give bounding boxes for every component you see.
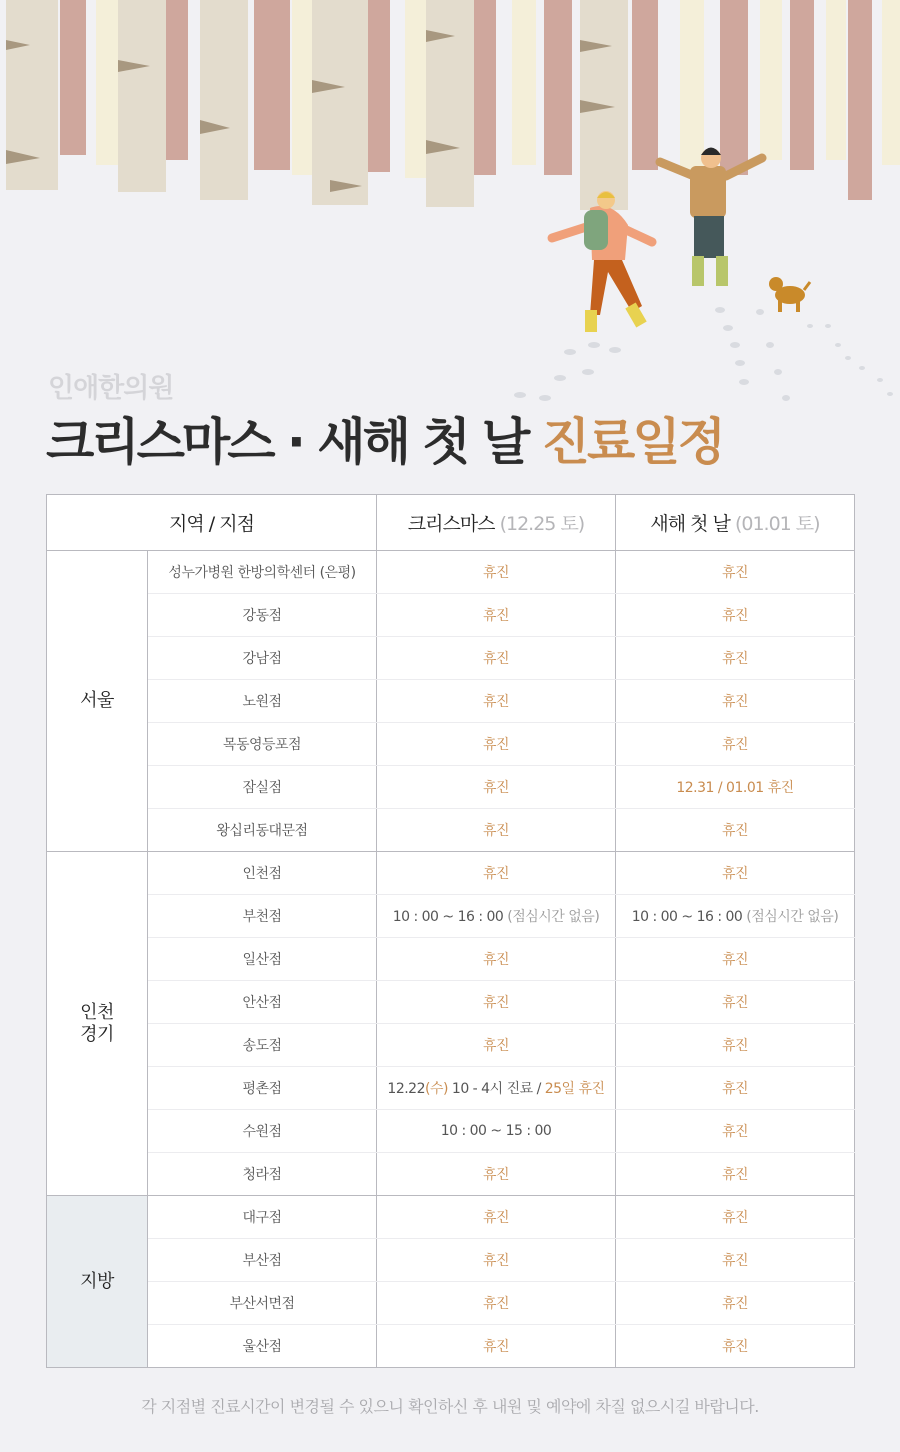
- table-row: [47, 551, 855, 594]
- walking-person-figure: [552, 191, 652, 332]
- christmas-closed-note: 25일 휴진: [544, 1081, 605, 1097]
- branch-name: 청라점: [148, 1153, 377, 1196]
- new-year-status: 휴진: [616, 1196, 855, 1239]
- new-year-hours: 10 : 00 ~ 16 : 00: [631, 909, 743, 925]
- branch-name: 잠실점: [148, 766, 377, 809]
- new-year-status: 휴진: [616, 594, 855, 637]
- christmas-hours: 10 - 4시 진료 /: [447, 1081, 545, 1097]
- new-year-status: 휴진: [616, 1024, 855, 1067]
- new-year-status: 휴진: [616, 1110, 855, 1153]
- new-year-status: 휴진: [616, 551, 855, 594]
- table-row: [47, 1239, 855, 1282]
- new-year-status: 12.31 / 01.01 휴진: [616, 766, 855, 809]
- christmas-hours-note: (점심시간 없음): [507, 909, 600, 925]
- new-year-status: [616, 895, 855, 938]
- table-row: [47, 1153, 855, 1196]
- branch-name: 일산점: [148, 938, 377, 981]
- christmas-status: 휴진: [377, 938, 616, 981]
- new-year-status: 휴진: [616, 1153, 855, 1196]
- region-line-1: 인천: [80, 1001, 114, 1023]
- title-accent: 진료일정: [541, 413, 723, 471]
- table-row: [47, 981, 855, 1024]
- christmas-status: 휴진: [377, 1153, 616, 1196]
- christmas-status: 휴진: [377, 852, 616, 895]
- table-row: [47, 1024, 855, 1067]
- christmas-status: [377, 895, 616, 938]
- region-incheon-gyeonggi: [47, 852, 148, 1196]
- table-row: [47, 1110, 855, 1153]
- christmas-status: 휴진: [377, 1196, 616, 1239]
- table-row: [47, 680, 855, 723]
- christmas-status: 휴진: [377, 981, 616, 1024]
- branch-name: 강동점: [148, 594, 377, 637]
- christmas-status: 휴진: [377, 723, 616, 766]
- branch-name: 인천점: [148, 852, 377, 895]
- branch-name: 울산점: [148, 1325, 377, 1368]
- new-year-status: 휴진: [616, 1239, 855, 1282]
- table-row: [47, 766, 855, 809]
- header-new-year: [616, 495, 855, 551]
- branch-name: 성누가병원 한방의학센터 (은평): [148, 551, 377, 594]
- table-row: [47, 637, 855, 680]
- christmas-status: 휴진: [377, 1325, 616, 1368]
- table-row: [47, 938, 855, 981]
- table-row: [47, 1282, 855, 1325]
- branch-name: 송도점: [148, 1024, 377, 1067]
- header-new-year-label: 새해 첫 날: [650, 513, 730, 535]
- christmas-status: 휴진: [377, 594, 616, 637]
- region-provinces: 지방: [47, 1196, 148, 1368]
- header-new-year-date: (01.01 토): [734, 513, 820, 535]
- new-year-hours-note: (점심시간 없음): [746, 909, 839, 925]
- region-line-2: 경기: [80, 1023, 114, 1045]
- branch-name: 부산서면점: [148, 1282, 377, 1325]
- header-christmas-date: (12.25 토): [499, 513, 585, 535]
- branch-name: 왕십리동대문점: [148, 809, 377, 852]
- table-header-row: [47, 495, 855, 551]
- branch-name: 수원점: [148, 1110, 377, 1153]
- page-title: [46, 402, 723, 474]
- christmas-status: 휴진: [377, 680, 616, 723]
- christmas-status: 휴진: [377, 637, 616, 680]
- table-row: [47, 895, 855, 938]
- new-year-status: 휴진: [616, 1325, 855, 1368]
- new-year-status: 휴진: [616, 680, 855, 723]
- table-row: [47, 852, 855, 895]
- region-seoul: 서울: [47, 551, 148, 852]
- table-row: [47, 809, 855, 852]
- new-year-status: 휴진: [616, 1282, 855, 1325]
- new-year-status: 휴진: [616, 938, 855, 981]
- header-christmas-label: 크리스마스: [407, 513, 495, 535]
- table-row: [47, 1325, 855, 1368]
- header-region-branch: 지역 / 지점: [47, 495, 377, 551]
- new-year-status: 휴진: [616, 723, 855, 766]
- branch-name: 부천점: [148, 895, 377, 938]
- title-main: 크리스마스 · 새해 첫 날: [46, 413, 528, 471]
- snow-footprints: [514, 307, 893, 401]
- christmas-status: 휴진: [377, 809, 616, 852]
- christmas-status: 휴진: [377, 766, 616, 809]
- christmas-status: 휴진: [377, 551, 616, 594]
- christmas-hours: 10 : 00 ~ 16 : 00: [392, 909, 504, 925]
- forest-trees: [6, 0, 900, 210]
- waving-person-figure: [660, 148, 762, 287]
- footnote: 각 지점별 진료시간이 변경될 수 있으니 확인하신 후 내원 및 예약에 차질 없으시길 바랍니다.: [141, 1397, 759, 1416]
- christmas-weekday: (수): [425, 1081, 448, 1097]
- christmas-date: 12.22: [387, 1081, 426, 1097]
- branch-name: 평촌점: [148, 1067, 377, 1110]
- header-christmas: [377, 495, 616, 551]
- branch-name: 노원점: [148, 680, 377, 723]
- table-row: [47, 594, 855, 637]
- branch-name: 안산점: [148, 981, 377, 1024]
- table-row: [47, 723, 855, 766]
- branch-name: 목동영등포점: [148, 723, 377, 766]
- new-year-status: 휴진: [616, 637, 855, 680]
- christmas-status: 휴진: [377, 1282, 616, 1325]
- new-year-status: 휴진: [616, 852, 855, 895]
- new-year-status: 휴진: [616, 1067, 855, 1110]
- branch-name: 대구점: [148, 1196, 377, 1239]
- clinic-brand-name: 인애한의원: [48, 373, 174, 404]
- schedule-table: [46, 494, 855, 1368]
- christmas-status: 휴진: [377, 1239, 616, 1282]
- table-row: [47, 1067, 855, 1110]
- christmas-status: 10 : 00 ~ 15 : 00: [377, 1110, 616, 1153]
- christmas-status: 휴진: [377, 1024, 616, 1067]
- new-year-status: 휴진: [616, 981, 855, 1024]
- table-row: [47, 1196, 855, 1239]
- new-year-status: 휴진: [616, 809, 855, 852]
- branch-name: 부산점: [148, 1239, 377, 1282]
- christmas-status: [377, 1067, 616, 1110]
- dog-figure: [769, 277, 810, 312]
- branch-name: 강남점: [148, 637, 377, 680]
